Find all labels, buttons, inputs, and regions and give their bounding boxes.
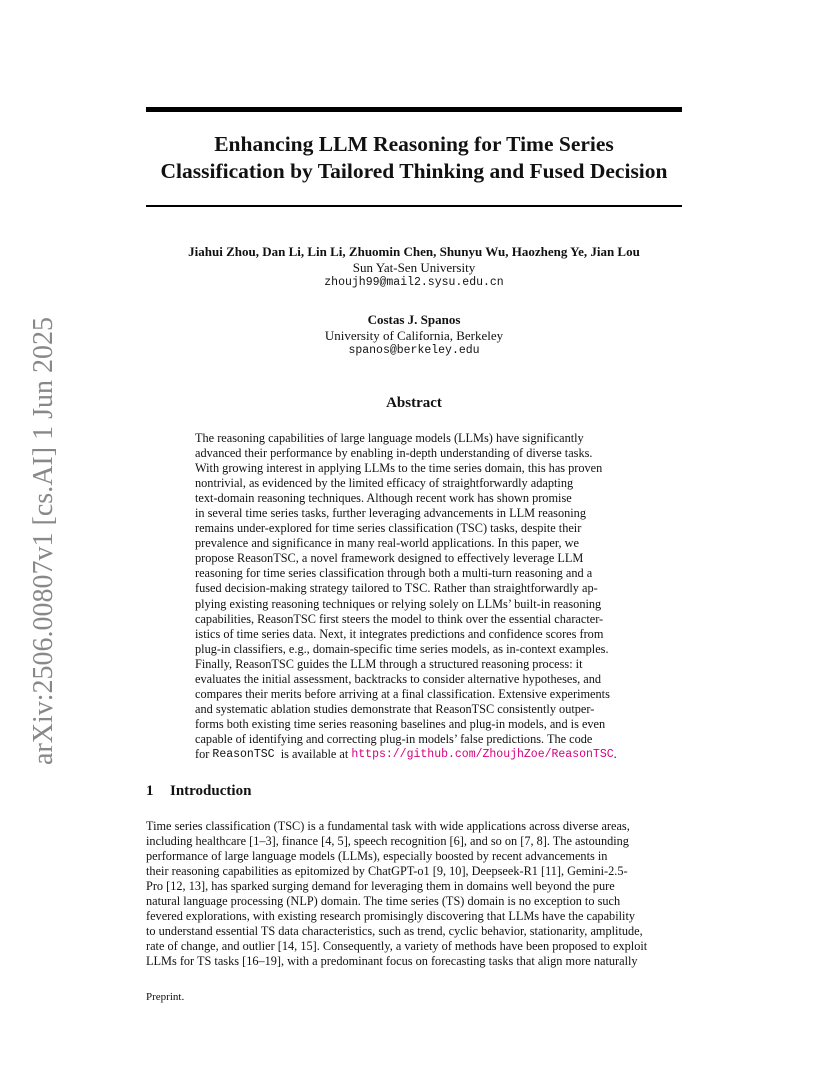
abstract-line: With growing interest in applying LLMs to the time series domain, this has proven bbox=[195, 461, 603, 476]
intro-line: to understand essential TS data characteristics, such as trend, cyclic behavior, stationarity, amplitude, bbox=[146, 924, 643, 939]
abstract-line: istics of time series data. Next, it integrates predictions and confidence scores from bbox=[195, 626, 604, 641]
intro-line: performance of large language models (LLMs), especially boosted by recent advancements in bbox=[146, 849, 608, 864]
abstract-line: evaluates the initial assessment, backtracks to consider alternative hypotheses, and bbox=[195, 671, 602, 686]
author-email: spanos@berkeley.edu bbox=[348, 344, 480, 357]
abstract-last-line bbox=[195, 747, 635, 762]
author-names: Costas J. Spanos bbox=[367, 312, 461, 327]
author-affiliation: Sun Yat-Sen University bbox=[352, 259, 476, 275]
abstract-line: The reasoning capabilities of large language models (LLMs) have significantly bbox=[195, 431, 584, 445]
intro-line: fevered explorations, with existing research promisingly discovering that LLMs have the capability bbox=[146, 909, 636, 924]
abstract-line: plug-in classifiers, e.g., domain-specific time series models, as in-context examples. bbox=[195, 641, 609, 656]
title-line-1: Enhancing LLM Reasoning for Time Series bbox=[214, 132, 614, 156]
intro-line: LLMs for TS tasks [16–19], with a predominant focus on forecasting tasks that align more naturally bbox=[146, 954, 638, 969]
abstract-line: advanced their performance by enabling in-depth understanding of diverse tasks. bbox=[195, 446, 593, 461]
abstract-line: and systematic ablation studies demonstrate that ReasonTSC consistently outper- bbox=[195, 701, 595, 716]
abstract-line: forms both existing time series reasoning baselines and plug-in models, and is even bbox=[195, 716, 606, 731]
intro-line: Time series classification (TSC) is a fundamental task with wide applications across diverse areas, bbox=[146, 819, 630, 833]
author-block-2 bbox=[146, 312, 682, 359]
abstract-line: plying existing reasoning techniques or relying solely on LLMs’ built-in reasoning bbox=[195, 596, 602, 611]
abstract-line: in several time series tasks, further leveraging advancements in LLM reasoning bbox=[195, 506, 586, 521]
paper-title bbox=[146, 131, 682, 185]
title-line-2: Classification by Tailored Thinking and Fused Decision bbox=[160, 159, 668, 183]
abstract-line: compares their merits before arriving at a final classification. Extensive experiments bbox=[195, 686, 610, 701]
abstract-line: remains under-explored for time series classification (TSC) tasks, despite their bbox=[195, 521, 582, 536]
title-top-rule bbox=[146, 107, 682, 112]
abstract-line: text-domain reasoning techniques. Although recent work has shown promise bbox=[195, 491, 572, 506]
author-affiliation: University of California, Berkeley bbox=[324, 327, 504, 343]
abstract-line: reasoning for time series classification through both a multi-turn reasoning and a bbox=[195, 566, 593, 581]
intro-line: including healthcare [1–3], finance [4, 5], speech recognition [6], and so on [7, 8]. The astounding bbox=[146, 834, 629, 849]
intro-line: natural language processing (NLP) domain. The time series (TS) domain is no exception to such bbox=[146, 894, 621, 909]
abstract-line: capabilities, ReasonTSC first steers the model to think over the essential character- bbox=[195, 611, 604, 626]
abstract-line: prevalence and significance in many real-world applications. In this paper, we bbox=[195, 536, 579, 551]
author-email: zhoujh99@mail2.sysu.edu.cn bbox=[324, 276, 504, 289]
intro-line: rate of change, and outlier [14, 15]. Consequently, a variety of methods have been proposed to exploit bbox=[146, 939, 648, 954]
introduction-body bbox=[146, 819, 682, 969]
abstract-line: nontrivial, as evidenced by the limited efficacy of straightforwardly adapting bbox=[195, 476, 574, 491]
section-heading bbox=[146, 783, 251, 800]
abstract-line: capable of identifying and correcting plug-in models’ false predictions. The code bbox=[195, 731, 593, 746]
github-link[interactable]: https://github.com/ZhoujhZoe/ReasonTSC bbox=[351, 747, 614, 761]
abstract-text: is available at bbox=[274, 746, 352, 761]
abstract-line: fused decision-making strategy tailored to TSC. Rather than straightforwardly ap- bbox=[195, 581, 598, 596]
abstract-heading: Abstract bbox=[386, 395, 442, 411]
section-number: 1 bbox=[146, 783, 154, 799]
abstract-body bbox=[195, 431, 635, 762]
intro-line: Pro [12, 13], has sparked surging demand for leveraging them in domains well beyond the pure bbox=[146, 879, 615, 894]
arxiv-identifier: arXiv:2506.00807v1 [cs.AI] 1 Jun 2025 bbox=[28, 317, 59, 765]
code-name: ReasonTSC bbox=[212, 747, 275, 761]
author-names: Jiahui Zhou, Dan Li, Lin Li, Zhuomin Chen, Shunyu Wu, Haozheng Ye, Jian Lou bbox=[188, 244, 640, 259]
abstract-text: for bbox=[195, 746, 213, 761]
footer-note: Preprint. bbox=[146, 991, 185, 1003]
author-block-1 bbox=[146, 244, 682, 291]
intro-line: their reasoning capabilities as epitomized by ChatGPT-o1 [9, 10], Deepseek-R1 [11], Gemini-2.5- bbox=[146, 864, 628, 879]
abstract-line: Finally, ReasonTSC guides the LLM through a structured reasoning process: it bbox=[195, 656, 583, 671]
abstract-text: . bbox=[613, 746, 617, 761]
title-bottom-rule bbox=[146, 205, 682, 207]
abstract-line: propose ReasonTSC, a novel framework designed to effectively leverage LLM bbox=[195, 551, 584, 566]
section-title: Introduction bbox=[170, 783, 252, 799]
